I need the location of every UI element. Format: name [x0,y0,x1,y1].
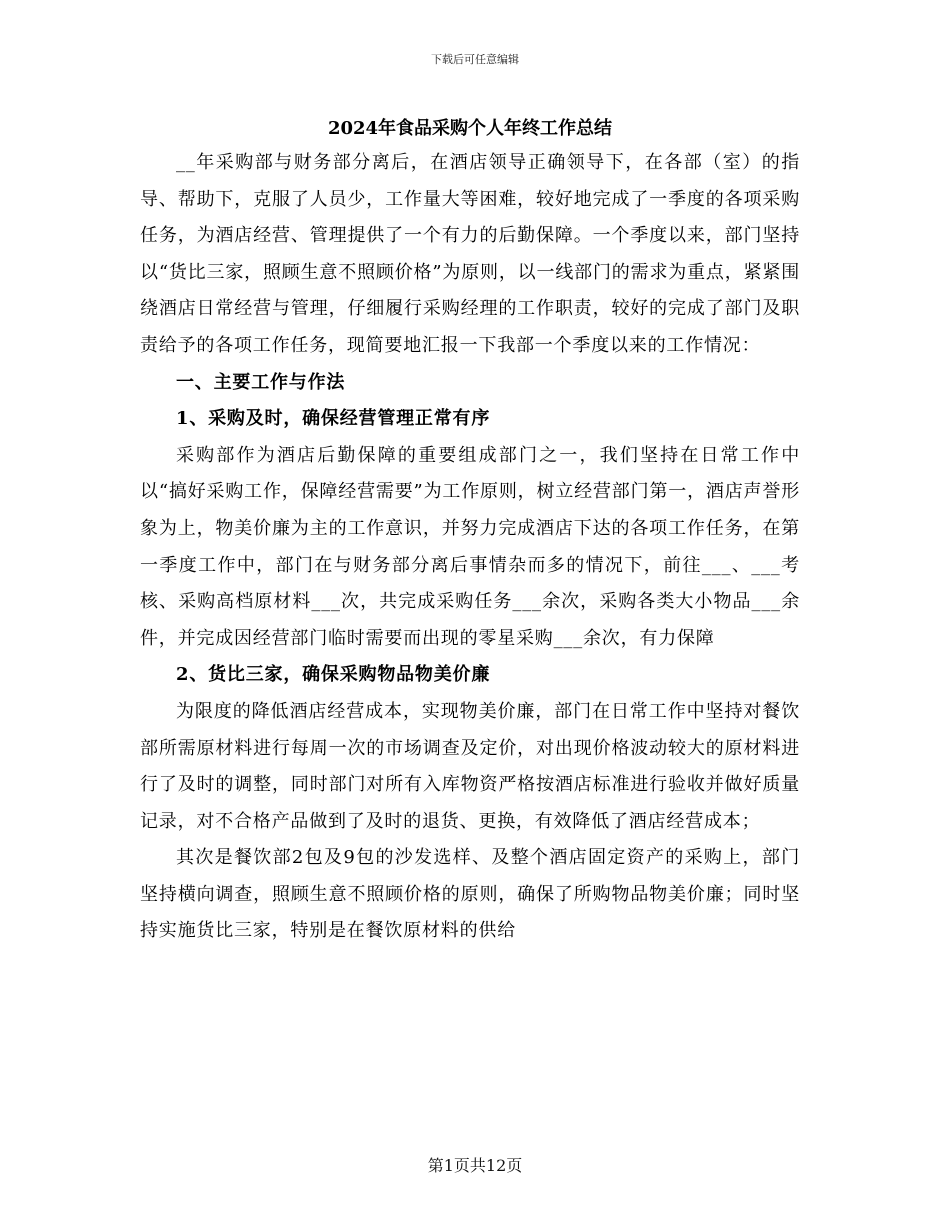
paragraph-cost-reduction: 为限度的降低酒店经营成本，实现物美价廉，部门在日常工作中坚持对餐饮部所需原材料进行每周一次的市场调查及定价，对出现价格波动较大的原材料进行了及时的调整，同时部门对所有入库物资严格按酒店标准进行验收并做好质量记录，对不合格产品做到了及时的退货、更换，有效降低了酒店经营成本； [140,700,800,832]
section-heading-main-work: 一、主要工作与作法 [176,371,346,393]
document-body [140,145,800,950]
subheading-timely-purchasing: 1、采购及时，确保经营管理正常有序 [176,408,491,430]
paragraph-timely-purchasing: 采购部作为酒店后勤保障的重要组成部门之一，我们坚持在日常工作中以“搞好采购工作，保障经营需要”为工作原则，树立经营部门第一，酒店声誉形象为上，物美价廉为主的工作意识，并努力完成酒店下达的各项工作任务，在第一季度工作中，部门在与财务部分离后事情杂而多的情况下，前往___、___考核、采购高档原材料___次，共完成采购任务___余次，采购各类大小物品___余件，并完成因经营部门临时需要而出现的零星采购___余次，有力保障 [140,444,800,649]
paragraph-furniture-purchasing: 其次是餐饮部2包及9包的沙发选样、及整个酒店固定资产的采购上，部门坚持横向调查，照顾生意不照顾价格的原则，确保了所购物品物美价廉；同时坚持实施货比三家，特别是在餐饮原材料的供给 [140,847,800,942]
document-title: 2024年食品采购个人年终工作总结 [327,118,613,139]
subheading-compare-three-suppliers: 2、货比三家，确保采购物品物美价廉 [176,664,491,686]
page-number: 第1页共12页 [427,1156,523,1175]
page-header: 下载后可任意编辑 [431,53,519,66]
intro-paragraph: __年采购部与财务部分离后，在酒店领导正确领导下，在各部（室）的指导、帮助下，克服了人员少，工作量大等困难，较好地完成了一季度的各项采购任务，为酒店经营、管理提供了一个有力的后勤保障。一个季度以来，部门坚持以“货比三家，照顾生意不照顾价格”为原则，以一线部门的需求为重点，紧紧围绕酒店日常经营与管理，仔细履行采购经理的工作职责，较好的完成了部门及职责给予的各项工作任务，现简要地汇报一下我部一个季度以来的工作情况： [140,152,800,356]
